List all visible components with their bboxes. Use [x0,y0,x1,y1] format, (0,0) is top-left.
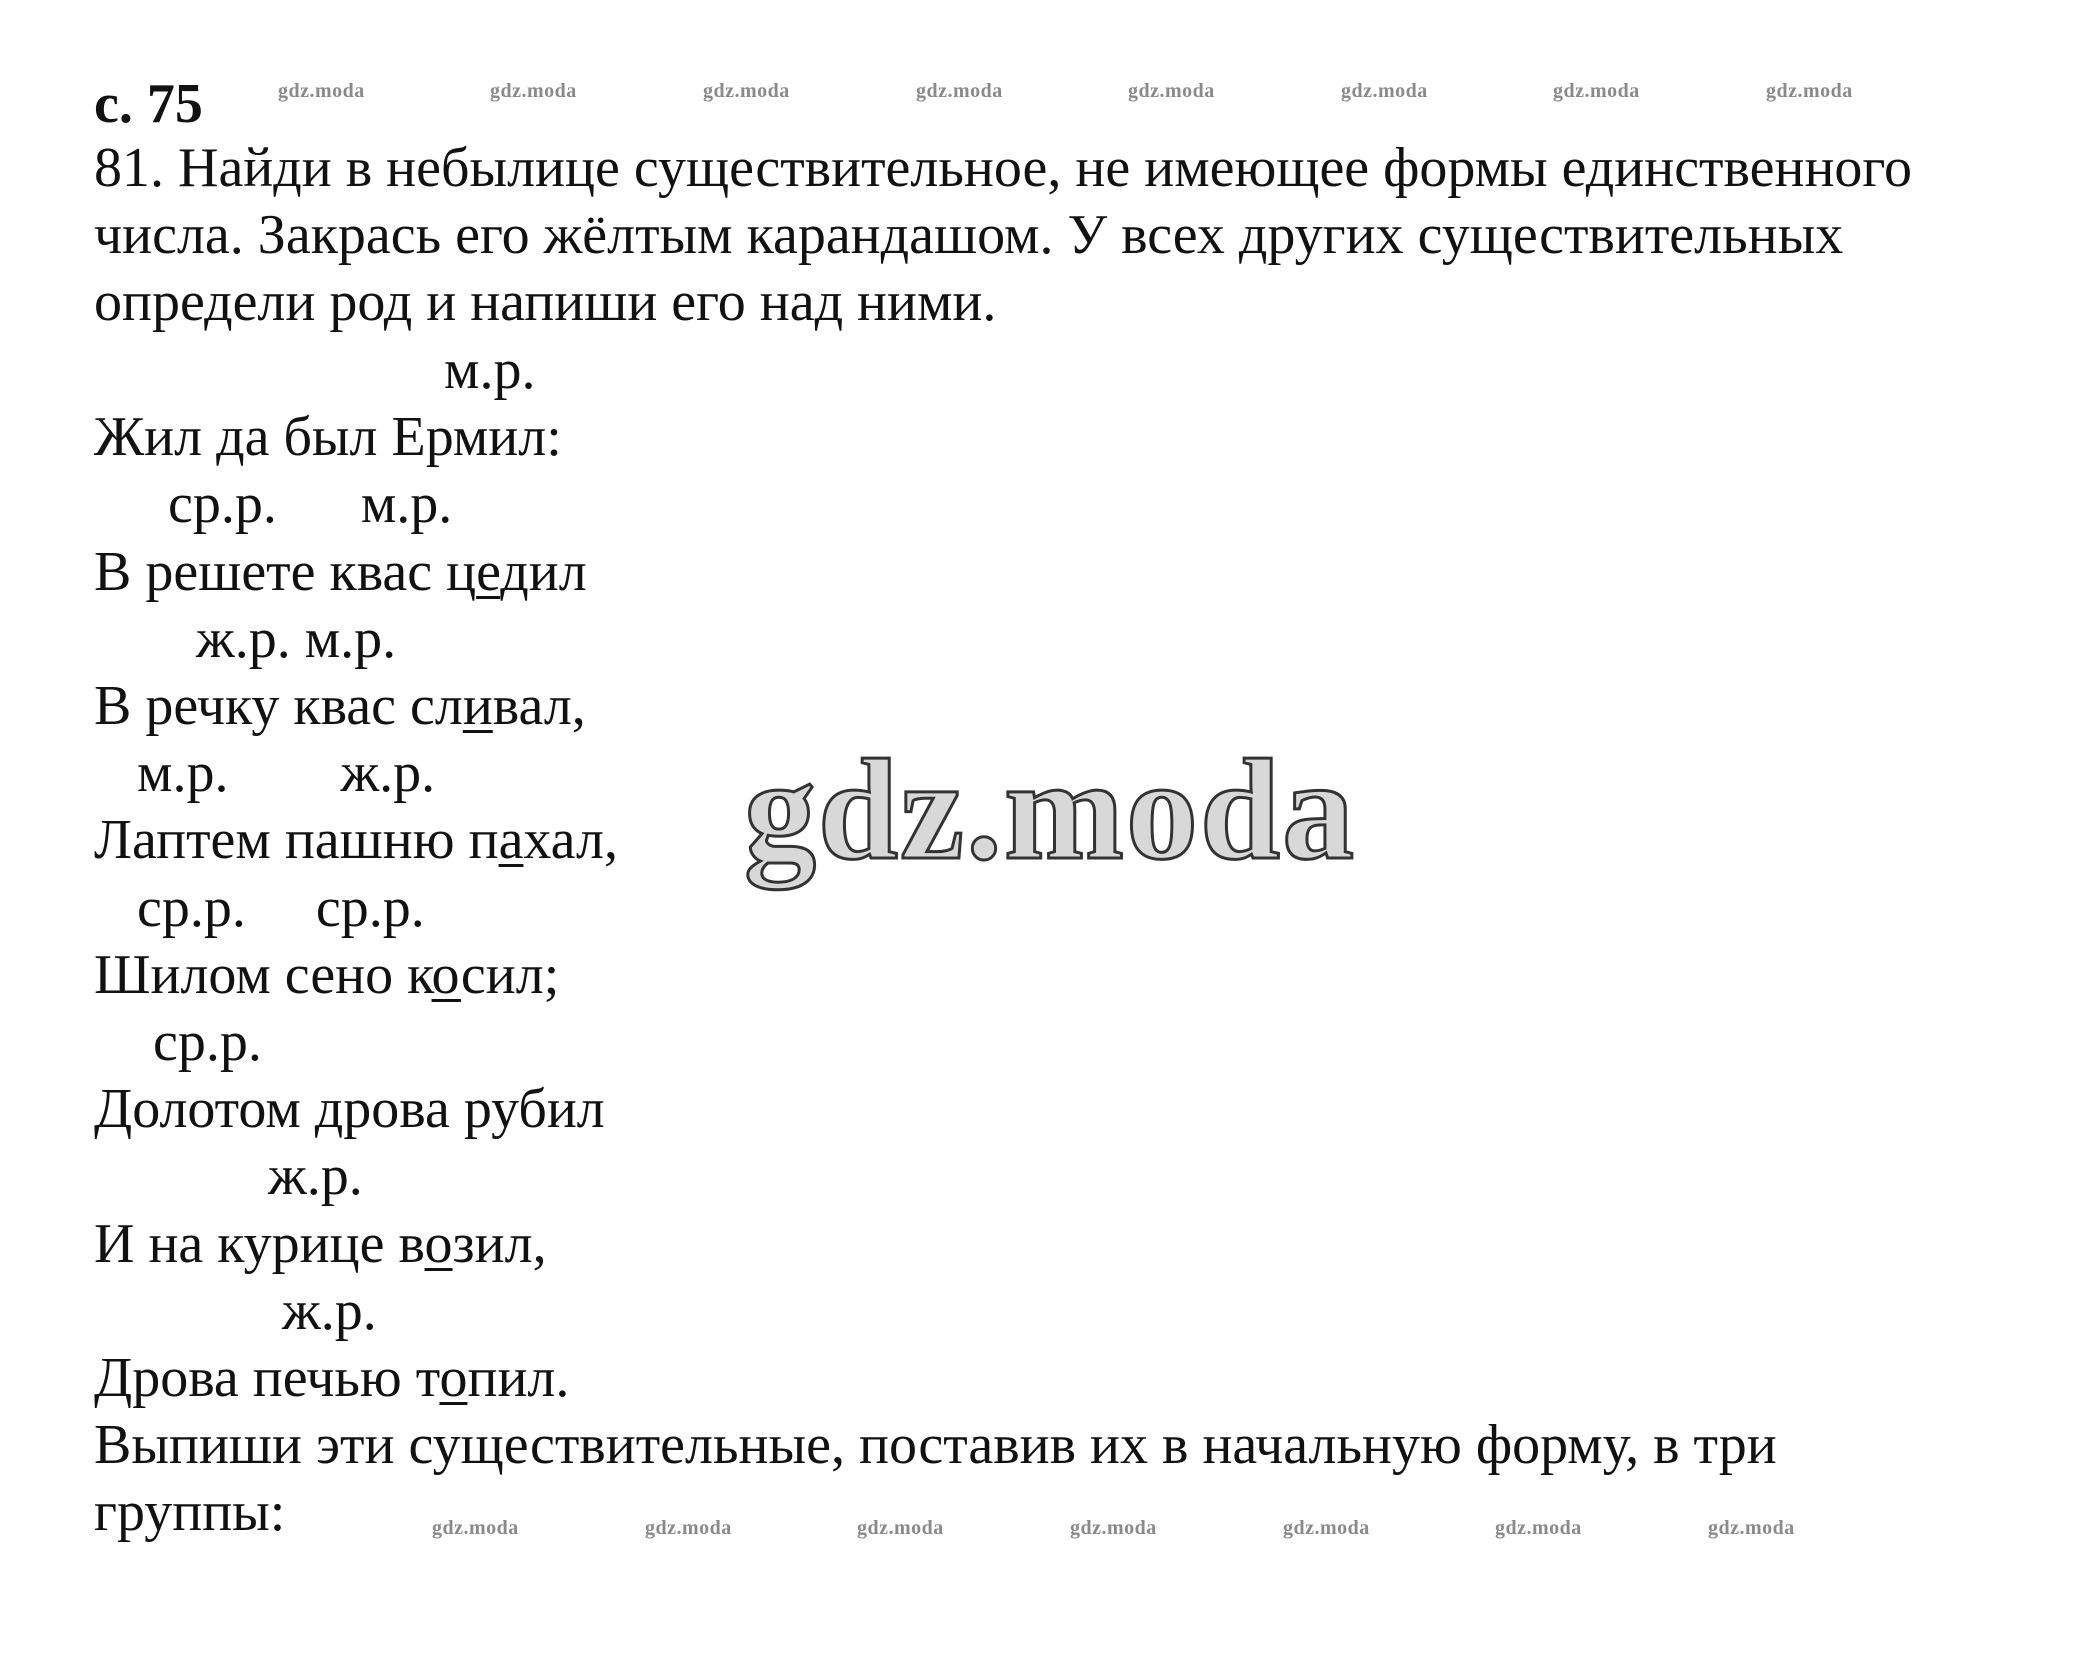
page-number: с. 75 [94,73,203,135]
stress-vowel: о [424,1213,453,1275]
stress-vowel: о [431,944,461,1006]
gender-label: м.р. ж.р. [137,742,436,804]
gender-label: ср.р. ср.р. [137,877,425,939]
gender-label: м.р. [444,339,536,401]
watermark-small: gdz.moda [1070,1517,1157,1539]
watermark-small: gdz.moda [1766,80,1853,102]
poem-line: В решете квас цедил [94,541,587,603]
stress-vowel: о [439,1347,468,1409]
watermark-small: gdz.moda [703,80,790,102]
watermark-small: gdz.moda [278,80,365,102]
instruction-line: группы: [94,1481,286,1543]
gender-label: ср.р. [153,1011,262,1073]
watermark-small: gdz.moda [1495,1517,1582,1539]
watermark-small: gdz.moda [1341,80,1428,102]
task-line: 81. Найди в небылице существительное, не имеющее формы единственного [94,137,1913,199]
poem-line: В речку квас сливал, [94,675,586,737]
task-line: определи род и напиши его над ними. [94,271,997,333]
stress-vowel: е [476,541,501,603]
instruction-line: Выпиши эти существительные, поставив их в начальную форму, в три [94,1414,1777,1476]
poem-line: И на курице возил, [94,1213,547,1275]
gender-label: ср.р. м.р. [168,473,453,535]
poem-line: Дрова печью топил. [94,1347,570,1409]
stress-vowel: и [462,675,493,737]
watermark-small: gdz.moda [1128,80,1215,102]
watermark-small: gdz.moda [432,1517,519,1539]
poem-line: Лаптем пашню пахал, [94,809,618,871]
watermark-large: gdz.moda [744,731,1357,890]
gender-label: ж.р. [282,1280,377,1342]
stress-vowel: а [498,809,524,871]
watermark-small: gdz.moda [1708,1517,1795,1539]
watermark-small: gdz.moda [490,80,577,102]
watermark-small: gdz.moda [857,1517,944,1539]
poem-line: Долотом дрова рубил [94,1078,605,1140]
watermark-small: gdz.moda [1553,80,1640,102]
task-line: числа. Закрась его жёлтым карандашом. У всех других существительных [94,204,1844,266]
gender-label: ж.р. м.р. [196,608,397,670]
watermark-small: gdz.moda [645,1517,732,1539]
poem-line: Шилом сено косил; [94,944,560,1006]
watermark-small: gdz.moda [1283,1517,1370,1539]
watermark-small: gdz.moda [916,80,1003,102]
poem-line: Жил да был Ермил: [94,406,562,468]
gender-label: ж.р. [268,1145,363,1207]
